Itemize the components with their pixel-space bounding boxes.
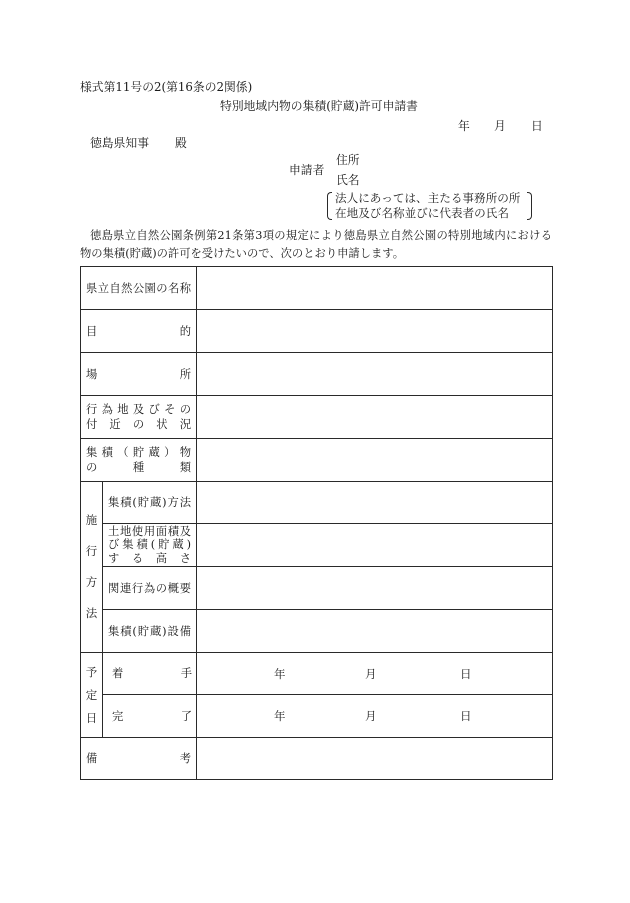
label-text: び集積(貯蔵) [108,538,191,552]
completion-day-label: 日 [460,709,472,723]
start-day-label: 日 [460,666,472,681]
applicant-label: 申請者 [289,163,325,177]
value-park-name [197,267,553,310]
label-text: 集積(貯蔵)方法 [108,496,191,509]
note-bracket-left [327,192,332,220]
start-year-label: 年 [274,666,286,681]
label-text: する高さ [108,551,191,565]
label-text: 完 了 [112,709,192,723]
value-location [197,353,553,396]
date-month-label: 月 [494,119,506,133]
body-paragraph [80,227,552,263]
label-text: 目 的 [86,324,191,338]
applicant-address-label: 住所 [336,153,360,167]
value-start-date [197,653,553,695]
value-completion-date [197,695,553,738]
label-site-conditions [81,396,197,439]
value-site-conditions [197,396,553,439]
label-start [103,653,197,695]
value-storage-method [197,482,553,524]
label-storage-facilities [103,610,197,653]
label-text: 場 所 [86,367,191,381]
value-storage-facilities [197,610,553,653]
label-remarks [81,738,197,780]
label-text: 集積(貯蔵)設備 [108,624,191,638]
value-remarks [197,738,553,780]
note-bracket-right [527,192,532,220]
label-stored-items [81,439,197,482]
label-related-activities [103,567,197,610]
label-location [81,353,197,396]
label-text: 土地使用面積及 [108,524,191,538]
label-completion [103,695,197,738]
label-land-area-height [103,524,197,567]
value-stored-items [197,439,553,482]
group-label-method [81,482,103,653]
date-day-label: 日 [531,119,543,133]
application-table [80,266,553,780]
corporate-note [327,191,532,221]
value-land-area-height [197,524,553,567]
group-label-text: 予定日 [85,664,98,725]
form-number: 様式第11号の2(第16条の2関係) [80,80,253,94]
label-storage-method [103,482,197,524]
label-text: の種類 [86,461,191,474]
completion-month-label: 月 [365,709,377,723]
label-park-name [81,267,197,310]
value-purpose [197,310,553,353]
note-line: 法人にあっては、主たる事務所の所 [335,191,521,205]
date-year-label: 年 [458,119,470,133]
body-line: 徳島県立自然公園条例第21条第3項の規定により徳島県立自然公園の特別地域内における [90,229,552,242]
label-text: 備 考 [86,752,191,765]
label-purpose [81,310,197,353]
note-line: 在地及び名称並びに代表者の氏名 [335,206,509,220]
note-text [335,191,520,221]
completion-year-label: 年 [274,709,286,723]
label-text: 県立自然公園の名称 [86,281,191,295]
start-month-label: 月 [365,666,377,681]
applicant-name-label: 氏名 [336,173,360,187]
body-line: 物の集積(貯蔵)の許可を受けたいので、次のとおり申請します。 [80,247,405,260]
label-text: 集積（貯蔵）物 [86,446,191,459]
label-text: 付近の状況 [86,418,191,431]
label-text: 関連行為の概要 [108,581,191,595]
label-text: 着 手 [112,667,192,680]
value-related-activities [197,567,553,610]
addressee-name: 徳島県知事 [90,136,149,150]
label-text: 行為地及びその [86,403,191,416]
group-label-text: 施行方法 [85,513,98,620]
form-title: 特別地域内物の集積(貯蔵)許可申請書 [220,99,418,113]
addressee-honorific: 殿 [175,136,187,150]
group-label-schedule [81,653,103,738]
